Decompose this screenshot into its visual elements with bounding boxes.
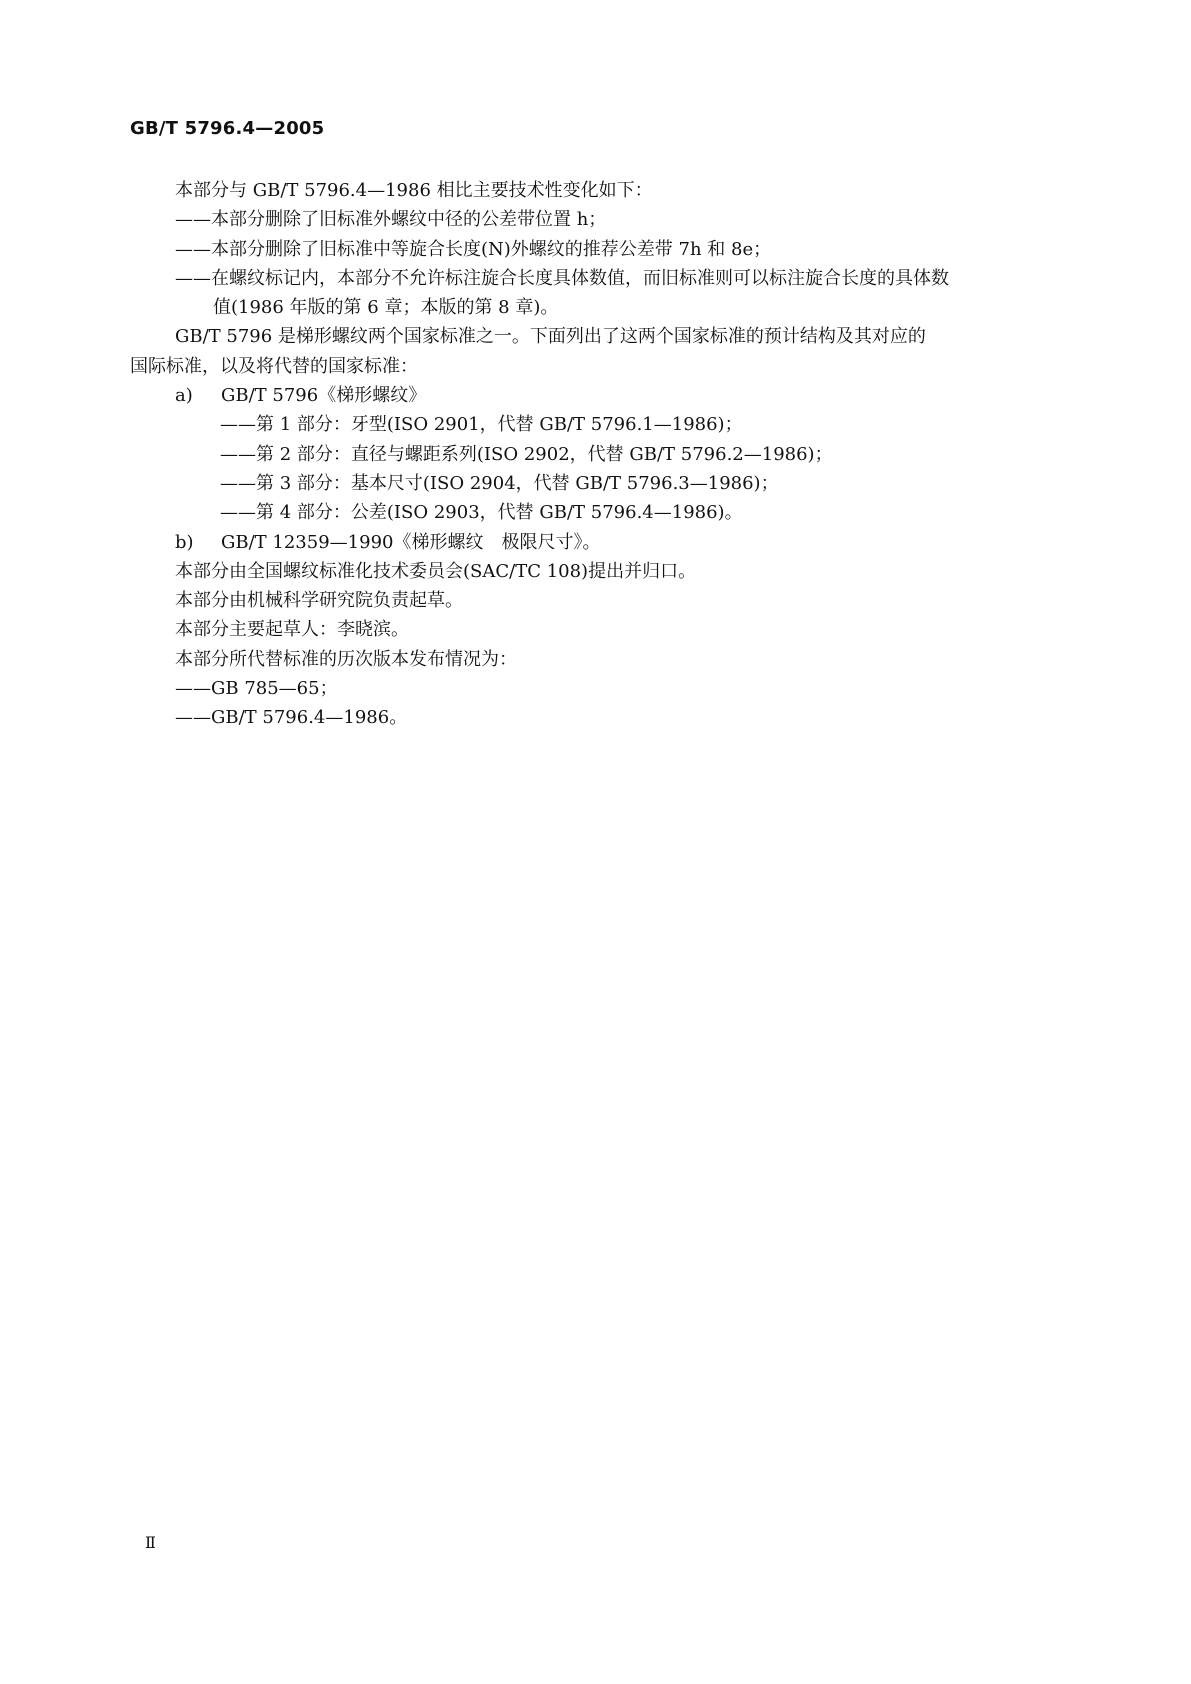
page-number: Ⅱ [145, 1533, 156, 1552]
drafted-by-paragraph: 本部分由机械科学研究院负责起草。 [175, 590, 463, 612]
structure-paragraph-line-1: GB/T 5796 是梯形螺纹两个国家标准之一。下面列出了这两个国家标准的预计结构及其对应的 [175, 326, 926, 348]
list-marker-b: b) [175, 531, 194, 553]
list-item-b [130, 528, 1060, 557]
part-item: ——第 1 部分：牙型(ISO 2901，代替 GB/T 5796.1—1986)； [220, 414, 743, 436]
change-item-continuation: 值(1986 年版的第 6 章；本版的第 8 章)。 [213, 297, 559, 319]
intro-paragraph: 本部分与 GB/T 5796.4—1986 相比主要技术性变化如下： [175, 180, 653, 201]
list-item-a [130, 381, 1060, 410]
history-intro-paragraph: 本部分所代替标准的历次版本发布情况为： [175, 648, 517, 670]
history-item: ——GB 785—65； [175, 678, 338, 700]
part-item: ——第 2 部分：直径与螺距系列(ISO 2902，代替 GB/T 5796.2—1986)； [220, 443, 833, 465]
main-drafter-paragraph: 本部分主要起草人：李晓滨。 [175, 619, 409, 641]
standard-number-header: GB/T 5796.4—2005 [130, 118, 325, 139]
list-item-b-text: GB/T 12359—1990《梯形螺纹 极限尺寸》。 [221, 531, 601, 553]
change-item: ——本部分删除了旧标准中等旋合长度(N)外螺纹的推荐公差带 7h 和 8e； [175, 238, 772, 260]
part-item: ——第 4 部分：公差(ISO 2903，代替 GB/T 5796.4—1986)。 [220, 502, 743, 524]
part-item: ——第 3 部分：基本尺寸(ISO 2904，代替 GB/T 5796.3—1986)； [220, 472, 779, 494]
list-marker-a: a) [175, 385, 193, 407]
change-item: ——在螺纹标记内，本部分不允许标注旋合长度具体数值，而旧标准则可以标注旋合长度的具体数 [175, 267, 949, 289]
list-item-a-text: GB/T 5796《梯形螺纹》 [221, 385, 427, 407]
history-item: ——GB/T 5796.4—1986。 [175, 707, 408, 729]
foreword-body [130, 176, 1060, 733]
proposed-by-paragraph: 本部分由全国螺纹标准化技术委员会(SAC/TC 108)提出并归口。 [175, 560, 697, 582]
change-item: ——本部分删除了旧标准外螺纹中径的公差带位置 h； [175, 209, 607, 231]
structure-paragraph-line-2: 国际标准，以及将代替的国家标准： [130, 355, 418, 377]
